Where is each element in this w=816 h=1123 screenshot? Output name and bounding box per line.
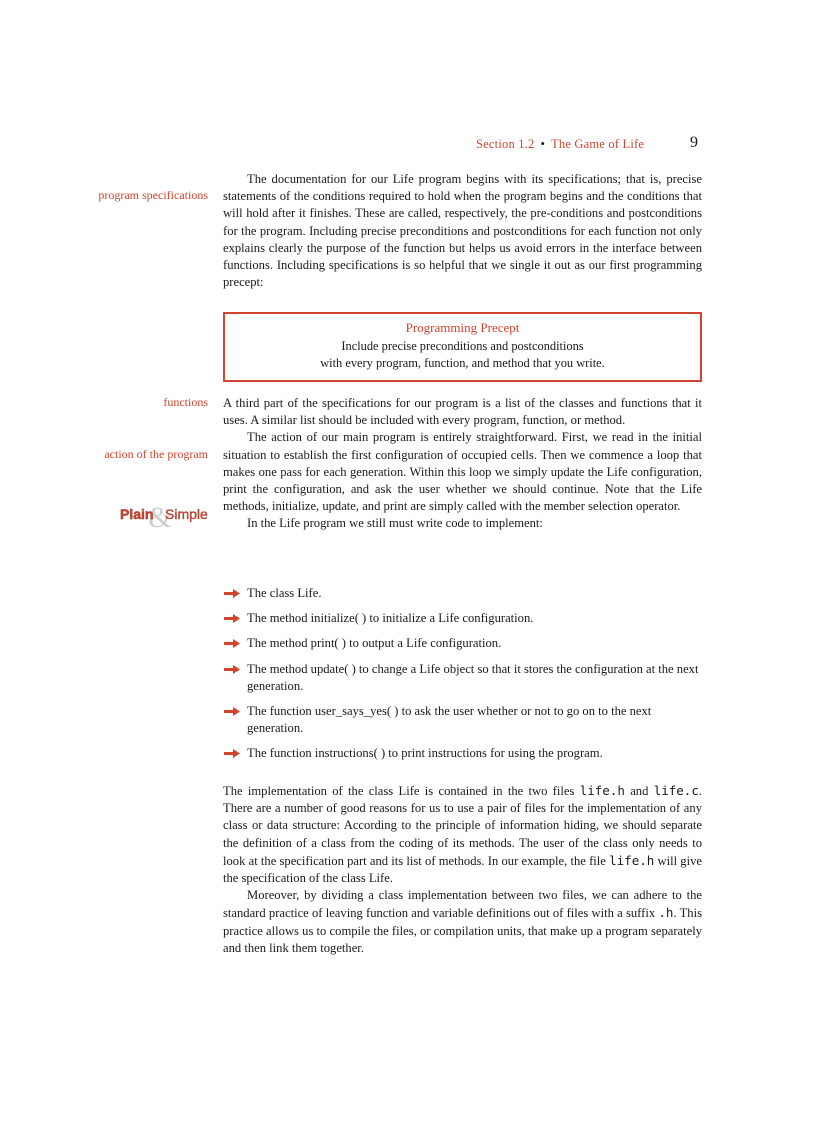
plain-and-simple-logo [118, 500, 208, 534]
section-title: The Game of Life [551, 137, 645, 151]
text-run: . There are a number of good reasons for us to use a pair of files for the implementation of any class or data structure: According to the principle of information hiding, we should separate the definition of a class from the coding of its methods. The user of the class only needs to look at the specification part and its list of methods. In our example, the file [223, 784, 702, 868]
running-header [476, 137, 644, 152]
paragraph-dividing-files [223, 887, 702, 957]
implementation-list [223, 585, 702, 771]
paragraph-block-implementation [223, 782, 702, 957]
list-item [223, 745, 702, 762]
list-item-text: The method update( ) to change a Life object so that it stores the configuration at the next generation. [247, 661, 699, 693]
logo-text-plain: Plain [120, 506, 154, 522]
margin-note-program-specifications: program specifications [98, 188, 208, 202]
list-item-text: The function user_says_yes( ) to ask the user whether or not to go on to the next generation. [247, 704, 652, 736]
section-number: Section 1.2 [476, 137, 535, 151]
code-filename: life.h [579, 783, 625, 798]
list-item [223, 585, 702, 602]
precept-line-1: Include precise preconditions and postconditions [341, 339, 584, 353]
arrow-bullet-icon [223, 664, 241, 675]
arrow-bullet-icon [223, 588, 241, 599]
code-suffix: .h [658, 905, 674, 921]
page-number: 9 [690, 134, 698, 151]
list-item [223, 661, 702, 695]
list-item-text: The method initialize( ) to initialize a Life configuration. [247, 611, 534, 626]
paragraph-text: The documentation for our Life program begins with its specifications; that is, precise statements of the conditions required to hold when the program begins and the conditions that will hold after it finishes. These are called, respectively, the pre-conditions and postconditions for the program. Including precise preconditions and postconditions for each function not only explains clearly the purpose of the function but helps us avoid errors in the interface between functions. Including specifications is so helpful that we single it out as our first programming precept: [223, 172, 702, 290]
code-filename: life.h [609, 852, 655, 868]
code-filename: life.c [653, 783, 699, 798]
programming-precept-box [223, 312, 702, 382]
svg-text:&: & [148, 501, 172, 534]
list-item [223, 610, 702, 627]
paragraph-functions: A third part of the specifications for our program is a list of the classes and functions that it uses. A similar list should be included with every program, function, or method. [223, 396, 702, 428]
arrow-bullet-icon [223, 613, 241, 624]
arrow-bullet-icon [223, 748, 241, 759]
header-separator: • [540, 137, 546, 151]
paragraph-action: The action of our main program is entirely straightforward. First, we read in the initial situation to establish the first configuration of occupied cells. Then we commence a loop that makes one pass for each generation. Within this loop we simply update the Life configuration, print the configuration, and ask the user whether we should continue. Note that the Life methods, initialize, update, and print are simply called with the member selection operator. [223, 430, 702, 514]
paragraph-implementation [223, 782, 702, 887]
text-run: Moreover, by dividing a class implementation between two files, we can adhere to the standard practice of leaving function and variable definitions out of files with a suffix [223, 888, 702, 921]
list-item [223, 703, 702, 737]
text-run: will give the specification of the class Life. [223, 853, 702, 886]
arrow-bullet-icon [223, 706, 241, 717]
paragraph-specifications [223, 171, 702, 291]
paragraph-implement-intro: In the Life program we still must write code to implement: [247, 516, 543, 531]
margin-note-action-of-program: action of the program [104, 447, 208, 461]
text-run: The implementation of the class Life is contained in the two files [223, 784, 580, 798]
text-run: and [624, 784, 654, 798]
arrow-bullet-icon [223, 638, 241, 649]
precept-title: Programming Precept [405, 320, 520, 335]
precept-line-2: with every program, function, and method that you write. [320, 356, 605, 370]
list-item-text: The method print( ) to output a Life configuration. [247, 636, 502, 651]
text-run: . This practice allows us to compile the files, or compilation units, that make up a program separately and then link them together. [223, 906, 703, 955]
list-item-text: The class Life. [247, 586, 322, 600]
list-item-text: The function instructions( ) to print instructions for using the program. [247, 746, 603, 761]
margin-note-functions: functions [163, 395, 208, 409]
paragraph-block-functions [223, 395, 702, 533]
logo-text-simple: Simple [165, 506, 208, 522]
list-item [223, 635, 702, 652]
